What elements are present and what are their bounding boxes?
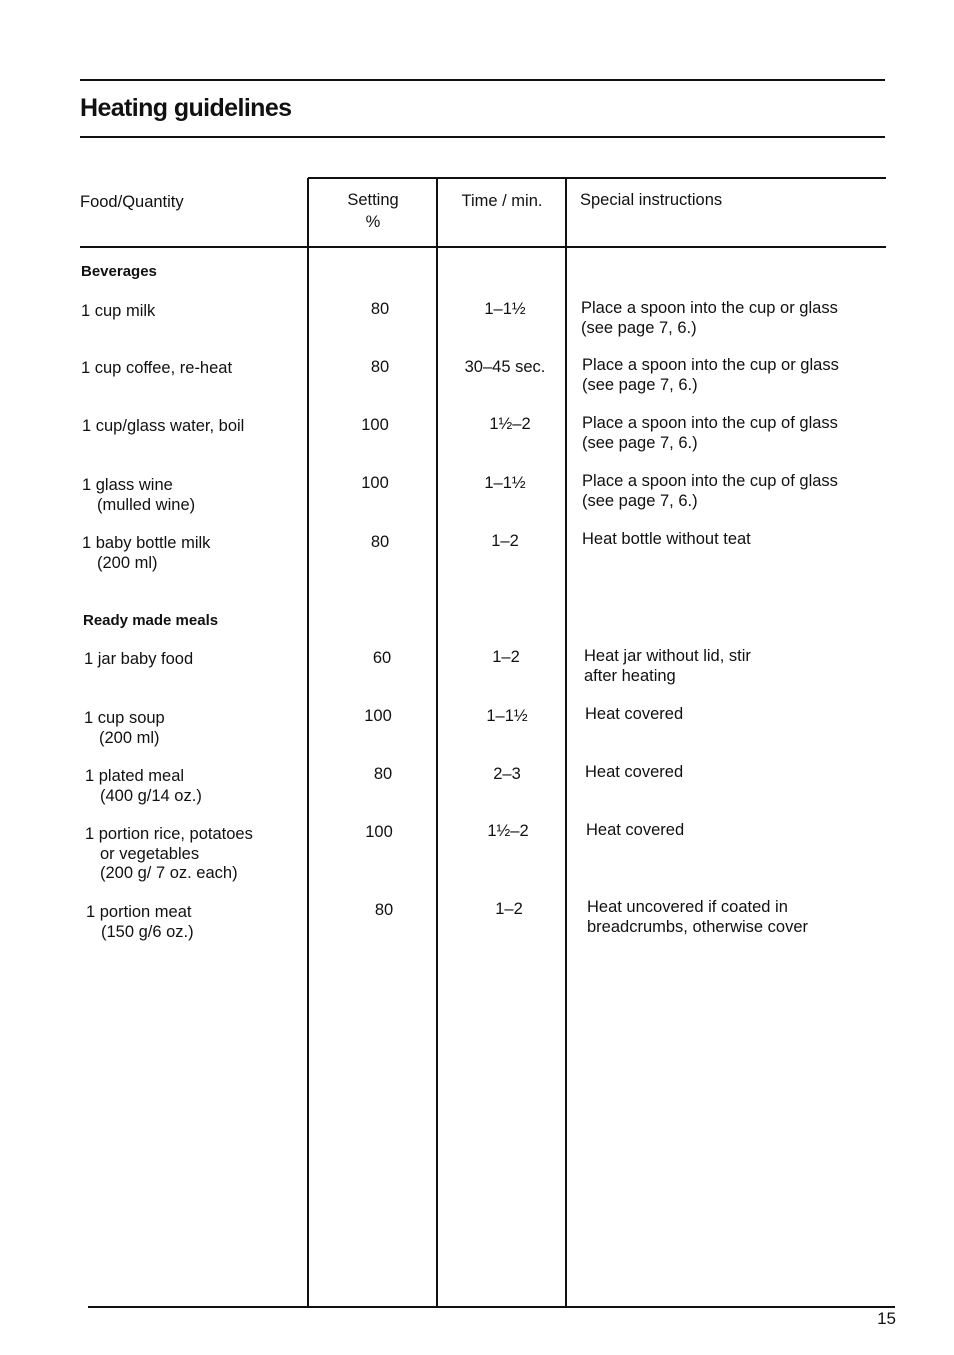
instruction-line: Heat jar without lid, stir — [584, 647, 751, 665]
food-line: 1 cup coffee, re-heat — [81, 359, 233, 377]
header-setting — [308, 189, 438, 233]
table-row-setting: 100 — [364, 707, 392, 725]
instruction-line: breadcrumbs, otherwise cover — [587, 917, 809, 936]
table-row-time: 1½–2 — [489, 415, 531, 433]
page-title: Heating guidelines — [80, 94, 292, 122]
table-row-food — [82, 476, 195, 515]
food-line: 1 cup/glass water, boil — [82, 417, 245, 435]
instruction-line: Heat covered — [585, 763, 684, 781]
table-row-instructions — [582, 530, 751, 550]
table-row-instructions — [585, 705, 683, 725]
page-number: 15 — [877, 1309, 896, 1328]
instruction-line: after heating — [584, 666, 676, 685]
table-row-instructions — [584, 647, 751, 686]
table-row-setting: 80 — [373, 765, 393, 783]
food-line: 1 plated meal — [85, 767, 185, 785]
table-row-time: 1–2 — [495, 900, 523, 918]
column-divider-2 — [436, 178, 438, 1308]
table-row-time: 1½–2 — [487, 822, 529, 840]
food-line: 1 cup soup — [84, 709, 165, 727]
table-row-instructions — [582, 472, 838, 511]
header-food: Food/Quantity — [80, 193, 184, 211]
table-row-food — [81, 359, 232, 379]
instruction-line: Place a spoon into the cup of glass — [582, 414, 838, 432]
table-row-time: 1–2 — [492, 648, 520, 666]
food-line: (400 g/14 oz.) — [100, 786, 202, 805]
instruction-line: Heat bottle without teat — [582, 530, 751, 548]
table-row-setting: 100 — [365, 823, 393, 841]
table-row-instructions — [581, 299, 838, 338]
food-line: (200 ml) — [99, 728, 160, 747]
column-divider-3 — [565, 178, 567, 1308]
table-row-food — [82, 534, 210, 573]
section-title-ready-made-meals: Ready made meals — [83, 612, 219, 629]
top-rule — [80, 79, 885, 81]
table-row-time: 30–45 sec. — [464, 358, 546, 376]
food-line: 1 portion rice, potatoes — [85, 825, 253, 843]
table-row-food — [86, 903, 194, 942]
instruction-line: Place a spoon into the cup of glass — [582, 472, 838, 490]
instruction-line: (see page 7, 6.) — [582, 433, 698, 452]
food-line: 1 baby bottle milk — [82, 534, 211, 552]
food-line: (200 g/ 7 oz. each) — [100, 864, 238, 882]
instruction-line: Place a spoon into the cup or glass — [581, 299, 838, 317]
section-title-beverages: Beverages — [81, 263, 157, 280]
table-row-setting: 80 — [374, 901, 394, 919]
table-header-bottom-rule — [80, 246, 886, 248]
table-row-setting: 80 — [370, 358, 390, 376]
column-divider-1 — [307, 178, 309, 1308]
food-line: 1 portion meat — [86, 903, 192, 921]
table-row-setting: 100 — [361, 474, 389, 492]
table-row-instructions — [585, 763, 683, 783]
table-row-food — [81, 302, 155, 322]
table-row-time: 2–3 — [493, 765, 521, 783]
food-line: 1 cup milk — [81, 302, 156, 320]
instruction-line: (see page 7, 6.) — [581, 318, 697, 337]
table-row-setting: 80 — [370, 300, 390, 318]
instruction-line: Heat uncovered if coated in — [587, 898, 788, 916]
header-instructions: Special instructions — [580, 191, 723, 209]
table-row-food — [84, 709, 165, 748]
food-line: (mulled wine) — [97, 495, 196, 514]
table-row-setting: 60 — [372, 649, 392, 667]
table-row-setting: 100 — [361, 416, 389, 434]
food-line: 1 glass wine — [82, 476, 173, 494]
header-setting-unit: % — [365, 213, 381, 231]
table-row-setting: 80 — [370, 533, 390, 551]
instruction-line: Heat covered — [586, 821, 685, 839]
table-row-food — [85, 767, 202, 806]
table-row-food — [84, 650, 193, 670]
food-line: (200 ml) — [97, 553, 158, 572]
table-row-time: 1–1½ — [484, 300, 526, 318]
food-line: or vegetables — [100, 844, 200, 863]
table-row-time: 1–1½ — [486, 707, 528, 725]
food-line: (150 g/6 oz.) — [101, 922, 194, 941]
table-row-time: 1–2 — [491, 532, 519, 550]
header-time: Time / min. — [461, 192, 543, 210]
instruction-line: Heat covered — [585, 705, 684, 723]
food-line: 1 jar baby food — [84, 650, 194, 668]
table-row-instructions — [587, 898, 808, 937]
header-setting-label: Setting — [347, 191, 399, 209]
table-row-food — [85, 825, 253, 884]
bottom-rule — [88, 1306, 895, 1308]
instruction-line: (see page 7, 6.) — [582, 375, 698, 394]
title-underline-rule — [80, 136, 885, 138]
table-row-time: 1–1½ — [484, 474, 526, 492]
table-row-instructions — [586, 821, 684, 841]
table-top-rule — [308, 177, 886, 179]
table-row-instructions — [582, 414, 838, 453]
instruction-line: (see page 7, 6.) — [582, 491, 698, 510]
instruction-line: Place a spoon into the cup or glass — [582, 356, 839, 374]
table-row-food — [82, 417, 244, 437]
table-row-instructions — [582, 356, 839, 395]
